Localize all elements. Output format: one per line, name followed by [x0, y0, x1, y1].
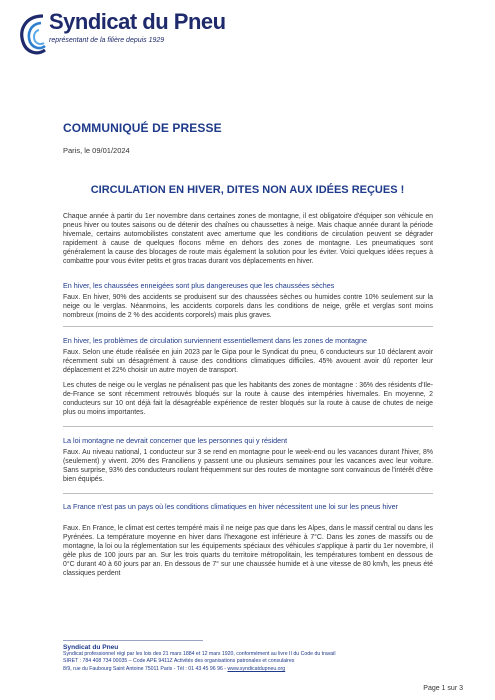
section-heading: La France n'est pas un pays où les conditions climatiques en hiver nécessitent une loi sur les pneus hiver — [63, 502, 398, 511]
logo-subtitle: représentant de la filière depuis 1929 — [49, 37, 165, 44]
section-paragraph: Les chutes de neige ou le verglas ne pénalisent pas que les habitants des zones de montagne : 36% des résidents d'Ile-de-France se sont récemment retrouvés bloqués sur la route à cause des intempéries hivernales. En moyenne, 2 conducteurs sur 10 ont déjà fait la désagréable expérience de rester bloqués sur la route à cause de chutes de neige plus ou moins importantes. — [63, 382, 433, 417]
logo — [15, 10, 235, 65]
page-title: COMMUNIQUÉ DE PRESSE — [63, 121, 222, 135]
footer-legal: Syndicat professionnel régi par les lois des 21 mars 1884 et 12 mars 1920, conformément au livre II du Code du travail — [63, 651, 336, 658]
footer-siret: SIRET : 784 408 734 00035 – Code APE 9411Z Activités des organisations patronales et consulaires — [63, 658, 295, 665]
footer-address-text: 8/9, rue du Faubourg Saint Antoine 75011 Paris - Tél : 01 43 45 96 96 - — [63, 665, 228, 672]
footer-address — [63, 666, 443, 673]
footer-org: Syndicat du Pneu — [63, 644, 119, 651]
section-heading: La loi montagne ne devrait concerner que les personnes qui y résident — [63, 436, 288, 445]
section-paragraph: Faux. En hiver, 90% des accidents se produisent sur des chaussées sèches ou humides contre 10% seulement sur la neige ou le verglas. Néanmoins, les accidents corporels dans les conditions de neige, grêle et verglas sont moins nombreux (moins de 2 % des accidents corporels) mais plus graves. — [63, 294, 433, 320]
press-date: Paris, le 09/01/2024 — [63, 146, 130, 155]
section-paragraph: Faux. Au niveau national, 1 conducteur sur 3 se rend en montagne pour le week-end ou les vacances durant l'hiver, 8% (seulement) y vivent. 20% des Franciliens y passent une ou plusieurs semaines pour les vacances avec leur voiture. Sans surprise, 93% des conducteurs roulant fréquemment sur des routes de montagne sont convaincus de l'intérêt d'être bien équipés. — [63, 449, 433, 484]
divider — [63, 326, 433, 327]
section-heading: En hiver, les problèmes de circulation surviennent essentiellement dans les zones de montagne — [63, 336, 368, 345]
section-paragraph: Faux. En France, le climat est certes tempéré mais il ne neige pas que dans les Alpes, dans le massif central ou dans les Pyrénées. La température moyenne en hiver dans l'hexagone est inférieure à 7°C. Dans les zones de massifs ou de montagne, la loi ou la réglementation sur les équipements spéciaux des véhicules s'applique à partir du 1er novembre, il gèle plus de 100 jours par an. Sur les trois quarts du territoire métropolitain, les températures tombent en dessous de 0°C durant 40 à 60 jours par an. En dessous de 7° sur une chaussée humide et à une vitesse de 80 km/h, les pneus été classiques perdent — [63, 525, 433, 578]
logo-title: Syndicat du Pneu — [49, 9, 226, 34]
section-heading: En hiver, les chaussées enneigées sont plus dangereuses que les chaussées sèches — [63, 281, 335, 290]
page-number: Page 1 sur 3 — [423, 685, 463, 692]
headline: CIRCULATION EN HIVER, DITES NON AUX IDÉES REÇUES ! — [90, 184, 405, 196]
divider — [63, 493, 433, 494]
footer-divider — [63, 640, 203, 641]
section-paragraph: Faux. Selon une étude réalisée en juin 2023 par le Gipa pour le Syndicat du pneu, 6 conducteurs sur 10 déclarent avoir récemment subi un désagrément à cause des conditions climatiques difficiles. 45% avouent avoir dû reporter leur déplacement et 22% choisir un autre moyen de transport. — [63, 349, 433, 375]
intro-paragraph: Chaque année à partir du 1er novembre dans certaines zones de montagne, il est obligatoire d'équiper son véhicule en pneus hiver ou toutes saisons ou de détenir des chaînes ou chaussettes à neige. Mais chaque année durant la période hivernale, certains automobilistes constatent avec amertume que les conditions de circulation peuvent se dégrader rapidement à cause de quelques flocons même en dehors des zones de montagne. Les pneumatiques sont généralement la cause des blocages de route mais également la solution pour les éviter. Voici quelques idées reçues à combattre pour vous éviter petits et gros tracas durant vos déplacements en hiver. — [63, 213, 433, 266]
footer — [63, 644, 443, 673]
website-link[interactable]: www.syndicatdupneu.org — [227, 665, 286, 672]
divider — [63, 426, 433, 427]
